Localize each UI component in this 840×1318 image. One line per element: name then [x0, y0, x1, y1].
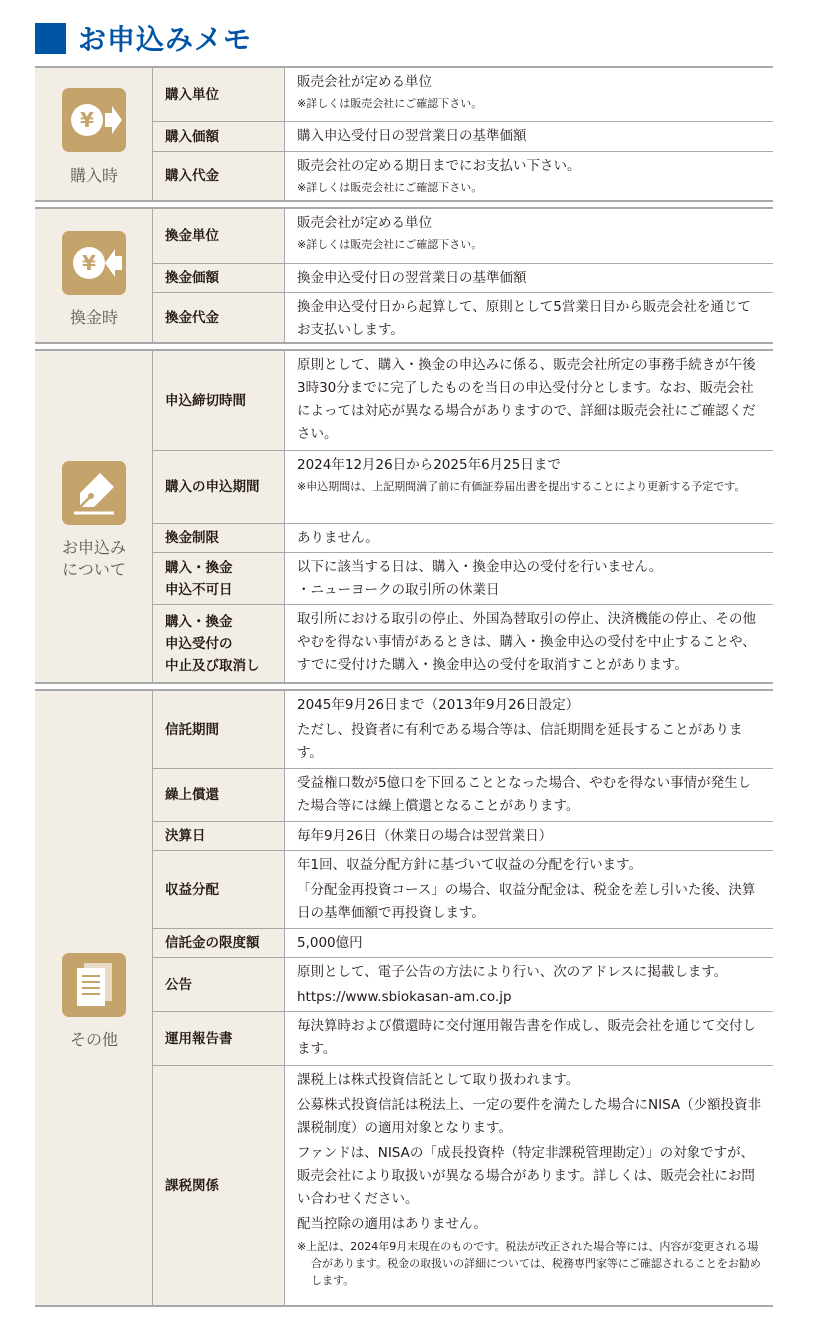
category-label: 購入時	[69, 166, 118, 185]
row-value	[285, 152, 773, 196]
row-value: 受益権口数が5億口を下回ることとなった場合、やむを得ない事情が発生した場合等には繰上償還となることがあります。	[297, 775, 752, 814]
row-label: 換金代金	[153, 293, 285, 342]
svg-text:¥: ¥	[80, 108, 94, 132]
row-value: 原則として、購入・換金の申込みに係る、販売会社所定の事務手続きが午後3時30分までに完了したものを当日の申込受付分とします。なお、販売会社によっては対応が異なる場合がありますので、詳細は販売会社にご確認ください。	[297, 357, 756, 442]
row-label: 運用報告書	[153, 1012, 285, 1065]
svg-text:¥: ¥	[82, 251, 96, 275]
row-value: 換金申込受付日の翌営業日の基準価額	[297, 270, 527, 286]
table-row	[153, 524, 773, 553]
value-note: ※詳しくは販売会社にご確認下さい。	[297, 181, 483, 194]
row-label: 繰上償還	[153, 769, 285, 821]
title-square-icon	[35, 23, 66, 54]
value-note: ※詳しくは販売会社にご確認下さい。	[297, 97, 483, 110]
value-text: 販売会社が定める単位	[297, 215, 432, 231]
row-label: 公告	[153, 958, 285, 1011]
row-label: 決算日	[153, 822, 285, 850]
value-text: 原則として、電子公告の方法により行い、次のアドレスに掲載します。	[297, 964, 728, 980]
table-row	[153, 929, 773, 958]
value-text: 「分配金再投資コース」の場合、収益分配金は、税金を差し引いた後、決算日の基準価額で再投資します。	[297, 882, 756, 921]
row-value: 毎年9月26日（休業日の場合は翌営業日）	[297, 828, 553, 844]
table-row	[153, 1066, 773, 1305]
value-text: 課税上は株式投資信託として取り扱われます。	[297, 1072, 580, 1088]
value-text: 配当控除の適用はありません。	[297, 1216, 487, 1232]
page-header	[35, 18, 252, 58]
category-label: 換金時	[69, 308, 118, 327]
table-row	[153, 553, 773, 605]
address-link[interactable]: https://www.sbiokasan-am.co.jp	[297, 989, 512, 1005]
row-value	[285, 851, 773, 925]
row-label: 購入・換金 申込不可日	[153, 553, 285, 604]
row-label: 購入代金	[153, 152, 285, 200]
row-label: 購入価額	[153, 122, 285, 151]
section-application	[35, 349, 773, 684]
section-purchase	[35, 66, 773, 202]
row-value	[285, 1066, 773, 1289]
yen-arrow-right-icon	[62, 88, 126, 152]
value-text: 以下に該当する日は、購入・換金申込の受付を行いません。	[297, 559, 663, 575]
row-value: 換金申込受付日から起算して、原則として5営業日目から販売会社を通じてお支払いします。	[297, 299, 751, 338]
table-row	[153, 851, 773, 929]
row-label: 購入の申込期間	[153, 451, 285, 523]
row-value: 毎決算時および償還時に交付運用報告書を作成し、販売会社を通じて交付します。	[297, 1018, 756, 1057]
table-row	[153, 122, 773, 152]
row-label: 購入単位	[153, 68, 285, 121]
row-value: 5,000億円	[297, 935, 363, 951]
value-text: 2024年12月26日から2025年6月25日まで	[297, 457, 561, 473]
page-title: お申込みメモ	[78, 23, 253, 56]
table-row	[153, 209, 773, 264]
yen-arrow-left-icon	[62, 231, 126, 295]
value-text: ファンドは、NISAの「成長投資枠（特定非課税管理勘定）」の対象ですが、販売会社により取扱いが異なる場合があります。詳しくは、販売会社にお問い合わせください。	[297, 1145, 755, 1207]
value-text: 販売会社が定める単位	[297, 74, 432, 90]
value-text: 2045年9月26日まで（2013年9月26日設定）	[297, 697, 580, 713]
table-row	[153, 1012, 773, 1066]
row-label: 収益分配	[153, 851, 285, 928]
row-value	[285, 209, 773, 253]
row-value: 取引所における取引の停止、外国為替取引の停止、決済機能の停止、その他やむを得ない事情があるときは、購入・換金申込の受付を中止することや、すでに受付けた購入・換金申込の受付を取消すことがあります。	[297, 611, 756, 673]
table-row	[153, 264, 773, 293]
row-value	[285, 553, 773, 602]
value-text: 公募株式投資信託は税法上、一定の要件を満たした場合にNISA（少額投資非課税制度）の適用対象となります。	[297, 1097, 762, 1136]
table-row	[153, 958, 773, 1012]
section-redemption	[35, 207, 773, 344]
row-label: 購入・換金 申込受付の 中止及び取消し	[153, 605, 285, 682]
row-value	[285, 68, 773, 112]
row-label: 信託期間	[153, 691, 285, 768]
row-label: 換金制限	[153, 524, 285, 552]
section-other	[35, 689, 773, 1307]
table-row	[153, 68, 773, 122]
table-row	[153, 152, 773, 200]
row-value	[285, 451, 773, 495]
row-label: 課税関係	[153, 1066, 285, 1305]
document-icon	[62, 953, 126, 1017]
category-application	[35, 351, 153, 682]
row-label: 信託金の限度額	[153, 929, 285, 957]
table-row	[153, 293, 773, 342]
table-row	[153, 605, 773, 682]
category-label: その他	[69, 1030, 118, 1049]
category-purchase	[35, 68, 153, 200]
row-value: ありません。	[297, 530, 379, 546]
row-label: 換金単位	[153, 209, 285, 263]
category-other	[35, 691, 153, 1305]
value-note: ※上記は、2024年9月末現在のものです。税法が改正された場合等には、内容が変更される場合があります。税金の取扱いの詳細については、税務専門家等にご確認されることをお勧めします。	[297, 1240, 761, 1287]
value-note: ※申込期間は、上記期間満了前に有価証券届出書を提出することにより更新する予定です。	[297, 480, 746, 493]
value-text: ・ニューヨークの取引所の休業日	[297, 582, 500, 598]
row-label: 換金価額	[153, 264, 285, 292]
row-value: 購入申込受付日の翌営業日の基準価額	[297, 128, 527, 144]
value-text: 販売会社の定める期日までにお支払い下さい。	[297, 158, 581, 174]
row-label: 申込締切時間	[153, 351, 285, 450]
table-row	[153, 822, 773, 851]
row-value	[285, 958, 773, 1009]
row-value	[285, 691, 773, 765]
table-row	[153, 769, 773, 822]
value-text: ただし、投資者に有利である場合等は、信託期間を延長することがあります。	[297, 722, 743, 761]
table-row	[153, 451, 773, 524]
value-text: 年1回、収益分配方針に基づいて収益の分配を行います。	[297, 857, 643, 873]
table-row	[153, 351, 773, 451]
value-note: ※詳しくは販売会社にご確認下さい。	[297, 238, 483, 251]
category-redemption	[35, 209, 153, 342]
category-label: お申込み について	[61, 538, 126, 579]
table-row	[153, 691, 773, 769]
pen-nib-icon	[62, 461, 126, 525]
